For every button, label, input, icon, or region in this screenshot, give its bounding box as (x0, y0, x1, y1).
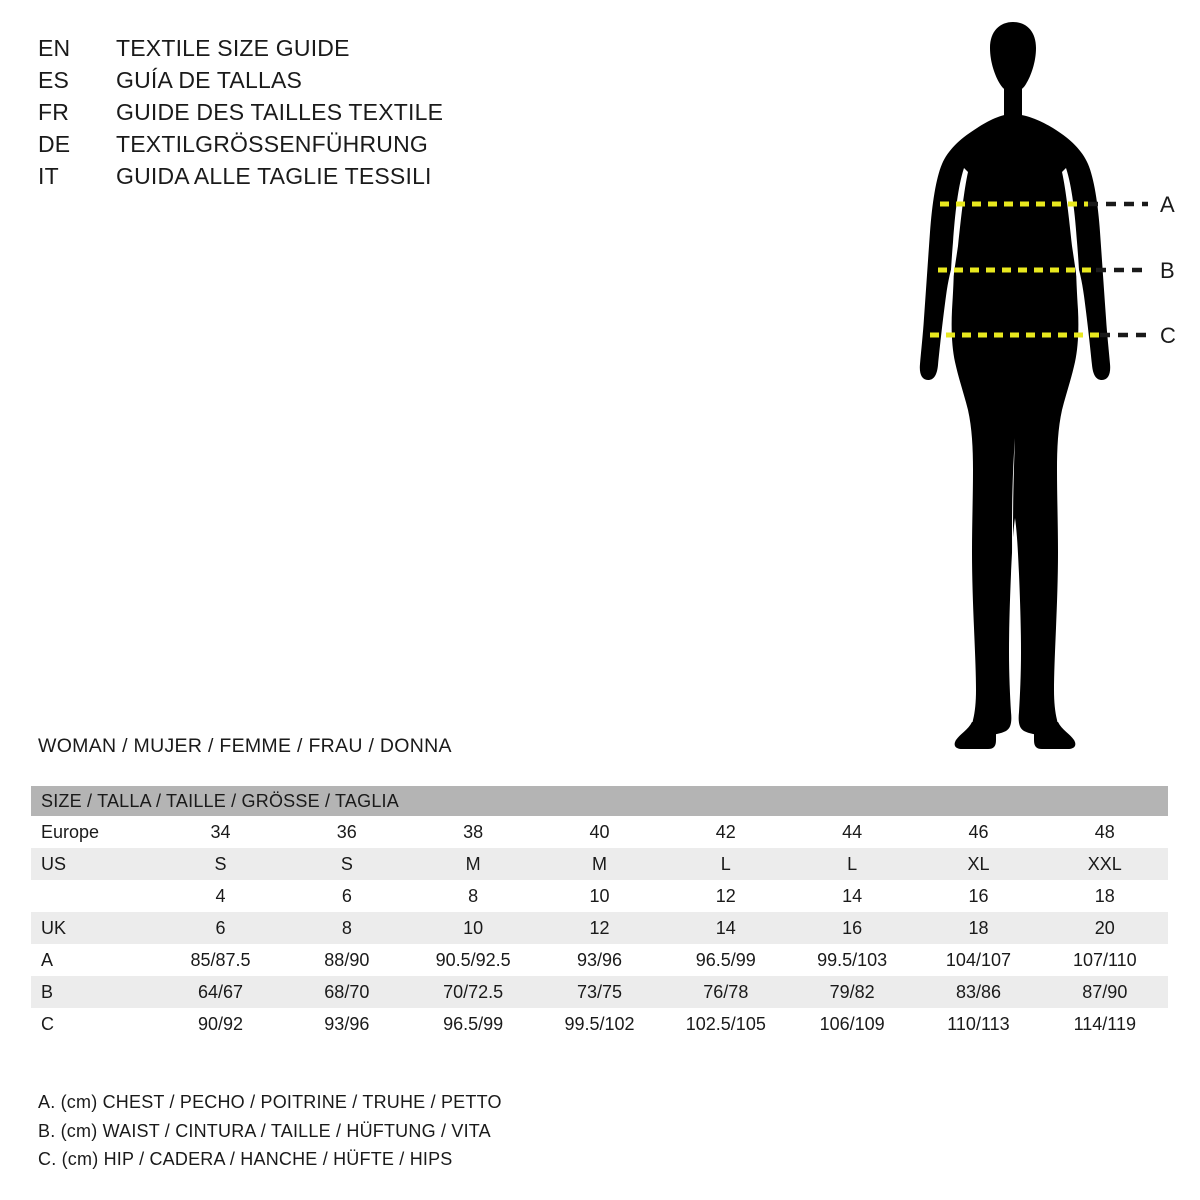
table-header-row (31, 786, 1168, 816)
table-row (31, 816, 1168, 848)
cell: 46 (915, 816, 1041, 848)
cell: 96.5/99 (663, 944, 789, 976)
table-row (31, 912, 1168, 944)
row-label-uk: UK (31, 912, 157, 944)
title-block (38, 32, 658, 192)
footnote-a: A. (cm) CHEST / PECHO / POITRINE / TRUHE / PETTO (38, 1092, 502, 1112)
marker-label-a: A (1160, 192, 1175, 217)
title-lang-code: IT (38, 163, 59, 189)
table-row (31, 848, 1168, 880)
title-text: TEXTILE SIZE GUIDE (116, 35, 350, 61)
cell: 90.5/92.5 (410, 944, 536, 976)
cell: 8 (410, 880, 536, 912)
cell: 110/113 (915, 1008, 1041, 1040)
footnotes (38, 1088, 738, 1174)
cell: XXL (1042, 848, 1168, 880)
row-label-us-numeric (31, 880, 157, 912)
cell: 36 (284, 816, 410, 848)
title-row (38, 96, 658, 128)
cell: 96.5/99 (410, 1008, 536, 1040)
cell: 38 (410, 816, 536, 848)
cell: 73/75 (536, 976, 662, 1008)
title-row (38, 160, 658, 192)
cell: 85/87.5 (157, 944, 283, 976)
cell: 42 (663, 816, 789, 848)
cell: 99.5/103 (789, 944, 915, 976)
size-chart-table (31, 786, 1168, 1040)
title-lang-code: ES (38, 67, 70, 93)
marker-label-b: B (1160, 258, 1175, 283)
row-label-us: US (31, 848, 157, 880)
cell: 12 (536, 912, 662, 944)
cell: 10 (536, 880, 662, 912)
row-label-b: B (31, 976, 157, 1008)
cell: 114/119 (1042, 1008, 1168, 1040)
cell: 48 (1042, 816, 1168, 848)
table-row (31, 976, 1168, 1008)
cell: 4 (157, 880, 283, 912)
cell: S (157, 848, 283, 880)
cell: 106/109 (789, 1008, 915, 1040)
cell: 83/86 (915, 976, 1041, 1008)
cell: XL (915, 848, 1041, 880)
footnote-b: B. (cm) WAIST / CINTURA / TAILLE / HÜFTUNG / VITA (38, 1120, 491, 1141)
cell: 93/96 (536, 944, 662, 976)
table-row (31, 1008, 1168, 1040)
title-row (38, 32, 658, 64)
table-row (31, 880, 1168, 912)
row-label-c: C (31, 1008, 157, 1040)
title-lang-code: EN (38, 35, 71, 61)
footnote-c: C. (cm) HIP / CADERA / HANCHE / HÜFTE / HIPS (38, 1149, 453, 1169)
cell: 16 (789, 912, 915, 944)
cell: 12 (663, 880, 789, 912)
cell: 90/92 (157, 1008, 283, 1040)
cell: 88/90 (284, 944, 410, 976)
title-text: GUIDE DES TAILLES TEXTILE (116, 99, 444, 125)
cell: L (663, 848, 789, 880)
cell: 14 (789, 880, 915, 912)
cell: 40 (536, 816, 662, 848)
row-label-europe: Europe (31, 816, 157, 848)
page-title: WOMAN / MUJER / FEMME / FRAU / DONNA (38, 735, 452, 757)
title-lang-code: DE (38, 131, 71, 157)
cell: 64/67 (157, 976, 283, 1008)
cell: 76/78 (663, 976, 789, 1008)
body-figure (860, 18, 1190, 758)
table-row (31, 944, 1168, 976)
title-row (38, 128, 658, 160)
title-text: TEXTILGRÖSSENFÜHRUNG (116, 131, 428, 157)
table-header-label: SIZE / TALLA / TAILLE / GRÖSSE / TAGLIA (31, 786, 1168, 816)
cell: 68/70 (284, 976, 410, 1008)
marker-label-c: C (1160, 323, 1176, 348)
cell: 87/90 (1042, 976, 1168, 1008)
cell: 102.5/105 (663, 1008, 789, 1040)
cell: 16 (915, 880, 1041, 912)
title-text: GUIDA ALLE TAGLIE TESSILI (116, 163, 432, 189)
cell: 107/110 (1042, 944, 1168, 976)
cell: 6 (157, 912, 283, 944)
cell: L (789, 848, 915, 880)
cell: 93/96 (284, 1008, 410, 1040)
cell: M (536, 848, 662, 880)
cell: 79/82 (789, 976, 915, 1008)
row-label-a: A (31, 944, 157, 976)
title-lang-code: FR (38, 99, 70, 125)
cell: 8 (284, 912, 410, 944)
cell: 99.5/102 (536, 1008, 662, 1040)
cell: M (410, 848, 536, 880)
cell: 34 (157, 816, 283, 848)
title-row (38, 64, 658, 96)
female-body-silhouette-icon (920, 22, 1110, 749)
cell: 104/107 (915, 944, 1041, 976)
cell: 14 (663, 912, 789, 944)
cell: 6 (284, 880, 410, 912)
cell: 18 (915, 912, 1041, 944)
title-text: GUÍA DE TALLAS (116, 67, 303, 93)
cell: 44 (789, 816, 915, 848)
cell: 70/72.5 (410, 976, 536, 1008)
cell: S (284, 848, 410, 880)
cell: 20 (1042, 912, 1168, 944)
cell: 18 (1042, 880, 1168, 912)
cell: 10 (410, 912, 536, 944)
